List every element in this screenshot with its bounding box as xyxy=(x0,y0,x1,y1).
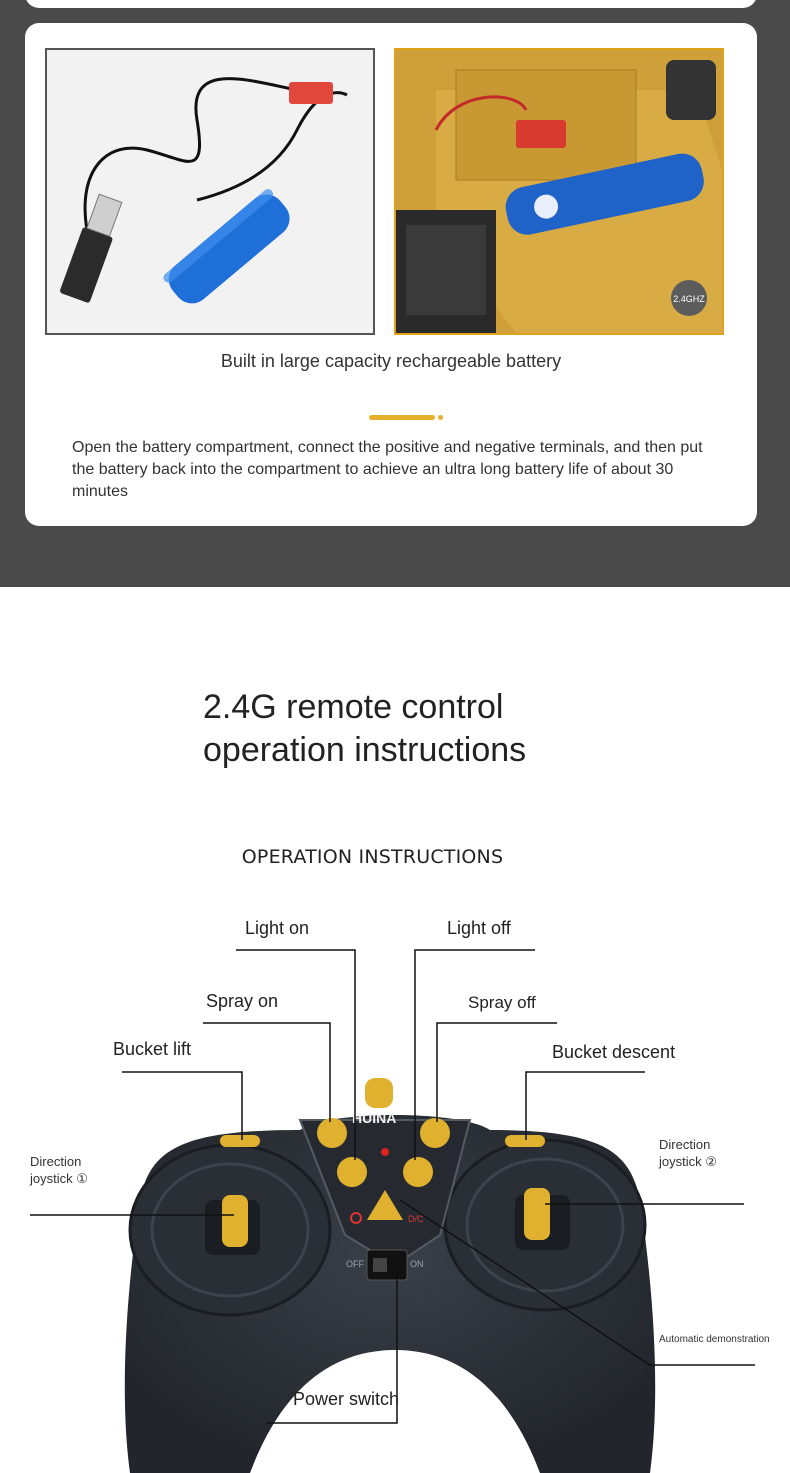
accent-dot xyxy=(438,415,443,420)
accent-bar xyxy=(369,415,435,420)
remote-section-subtitle: OPERATION INSTRUCTIONS xyxy=(241,846,504,868)
remote-controller-illustration xyxy=(0,880,790,1473)
battery-description: Open the battery compartment, connect the positive and negative terminals, and then put the battery back into the compartment to achieve an ultra long battery life of about 30 minutes xyxy=(72,439,703,500)
on-label: ON xyxy=(410,1259,424,1269)
brand-logo: HUINA xyxy=(352,1110,397,1126)
battery-card xyxy=(25,23,757,526)
automatic-demonstration-label: Automatic demonstration xyxy=(659,1334,770,1345)
direction-joystick-2-label: Direction joystick ② xyxy=(659,1137,717,1169)
remote-section-title: 2.4G remote control operation instructions xyxy=(203,688,527,769)
previous-card-edge xyxy=(25,0,757,8)
remote-diagram xyxy=(0,880,790,1473)
off-label: OFF xyxy=(346,1259,364,1269)
spray-on-label: Spray on xyxy=(206,991,279,1011)
spray-off-label: Spray off xyxy=(468,993,536,1012)
battery-charger-photo xyxy=(45,48,375,335)
battery-compartment-illustration xyxy=(396,50,722,333)
light-on-label: Light on xyxy=(245,918,310,938)
power-switch-label: Power switch xyxy=(293,1389,400,1409)
usb-battery-illustration xyxy=(47,50,373,333)
battery-compartment-photo xyxy=(394,48,724,335)
dc-label: D/C xyxy=(408,1214,424,1224)
light-off-label: Light off xyxy=(447,918,511,938)
frequency-badge: 2.4GHZ xyxy=(673,294,705,304)
bucket-lift-label: Bucket lift xyxy=(113,1039,192,1059)
bucket-descent-label: Bucket descent xyxy=(552,1042,676,1062)
battery-caption: Built in large capacity rechargeable battery xyxy=(220,351,562,371)
direction-joystick-1-label: Direction joystick ① xyxy=(30,1154,88,1186)
